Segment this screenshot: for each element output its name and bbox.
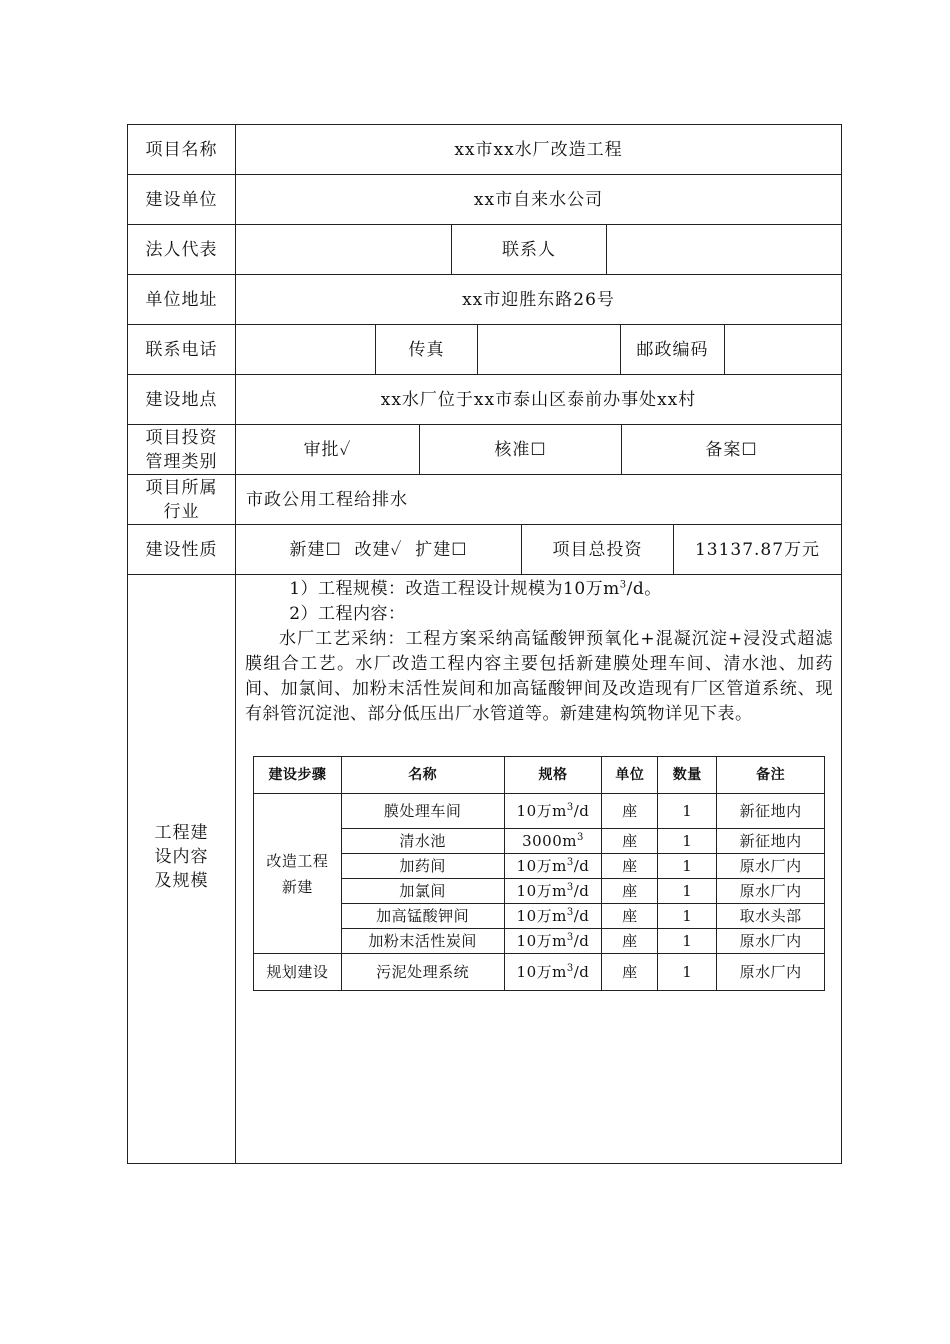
site-value: xx水厂位于xx市泰山区泰前办事处xx村 (380, 389, 697, 410)
row-address (128, 275, 841, 325)
table-row: 清水池 $3000m^3$ 座 1 新征地内 (254, 829, 825, 854)
invest-type-filing: 备案☐ (705, 439, 758, 460)
address-value: xx市迎胜东路26号 (462, 289, 615, 310)
row-scope (128, 575, 841, 1163)
industry-label: 项目所属行业 (128, 475, 236, 524)
header-name: 名称 (341, 757, 504, 794)
table-row: 加药间 10万$m^3/d$ 座 1 原水厂内 (254, 854, 825, 879)
invest-type-label: 项目投资管理类别 (128, 425, 236, 474)
nature-label: 建设性质 (128, 525, 236, 574)
project-info-form (127, 124, 842, 1164)
total-invest-label: 项目总投资 (522, 525, 674, 574)
fax-label: 传真 (376, 325, 478, 374)
table-row: 加高锰酸钾间 10万$m^3/d$ 座 1 取水头部 (254, 904, 825, 929)
row-nature (128, 525, 841, 575)
contact-label: 联系人 (452, 225, 607, 274)
invest-type-verification: 核准☐ (420, 425, 622, 474)
group-cell-planned: 规划建设 (254, 954, 342, 991)
table-header (254, 757, 825, 794)
scope-content (236, 575, 841, 1163)
scope-label: 工程建设内容及规模 (128, 575, 236, 1163)
scope-paragraph: 水厂工艺采纳：工程方案采纳高锰酸钾预氧化+混凝沉淀+浸没式超滤膜组合工艺。水厂改造工程内容主要包括新建膜处理车间、清水池、加药间、加氯间、加粉末活性炭间和加高锰酸钾间及改造现有厂区管道系统、现有斜管沉淀池、部分低压出厂水管道等。新建建构筑物详见下表。 (245, 629, 833, 724)
postcode-label: 邮政编码 (621, 325, 725, 374)
project-name-label: 项目名称 (128, 125, 236, 174)
row-project-name (128, 125, 841, 175)
invest-type-approval: 审批✓ (236, 425, 420, 474)
contact-value (607, 225, 841, 274)
header-unit: 单位 (602, 757, 658, 794)
table-row: 加粉末活性炭间 10万$m^3/d$ 座 1 原水厂内 (254, 929, 825, 954)
total-invest-value: 13137.87万元 (694, 539, 821, 560)
phone-value (236, 325, 376, 374)
nature-value: 新建☐ 改建✓ 扩建☐ (236, 525, 522, 574)
group-cell-new: 改造工程新建 (254, 794, 342, 954)
row-builder (128, 175, 841, 225)
row-site (128, 375, 841, 425)
header-qty: 数量 (658, 757, 717, 794)
legal-rep-value (236, 225, 452, 274)
builder-label: 建设单位 (128, 175, 236, 224)
scope-line-2: 2）工程内容： (289, 604, 406, 624)
row-phone (128, 325, 841, 375)
table-row: 改造工程新建 膜处理车间 10万$m^3/d$ 座 1 新征地内 (254, 794, 825, 829)
legal-rep-label: 法人代表 (128, 225, 236, 274)
site-label: 建设地点 (128, 375, 236, 424)
scope-line-1: 1）工程规模：改造工程设计规模为10万$m^3/d$。 (289, 579, 662, 599)
address-label: 单位地址 (128, 275, 236, 324)
header-note: 备注 (717, 757, 825, 794)
table-row: 规划建设 污泥处理系统 10万$m^3/d$ 座 1 原水厂内 (254, 954, 825, 991)
row-legal-rep (128, 225, 841, 275)
phone-label: 联系电话 (128, 325, 236, 374)
fax-value (478, 325, 621, 374)
facility-table (253, 756, 825, 991)
table-row: 加氯间 10万$m^3/d$ 座 1 原水厂内 (254, 879, 825, 904)
header-step: 建设步骤 (254, 757, 342, 794)
project-name-value: xx市xx水厂改造工程 (454, 139, 623, 160)
header-spec: 规格 (504, 757, 602, 794)
industry-value: 市政公用工程给排水 (246, 489, 408, 510)
builder-value: xx市自来水公司 (473, 189, 604, 210)
row-industry (128, 475, 841, 525)
row-invest-type (128, 425, 841, 475)
postcode-value (725, 325, 841, 374)
